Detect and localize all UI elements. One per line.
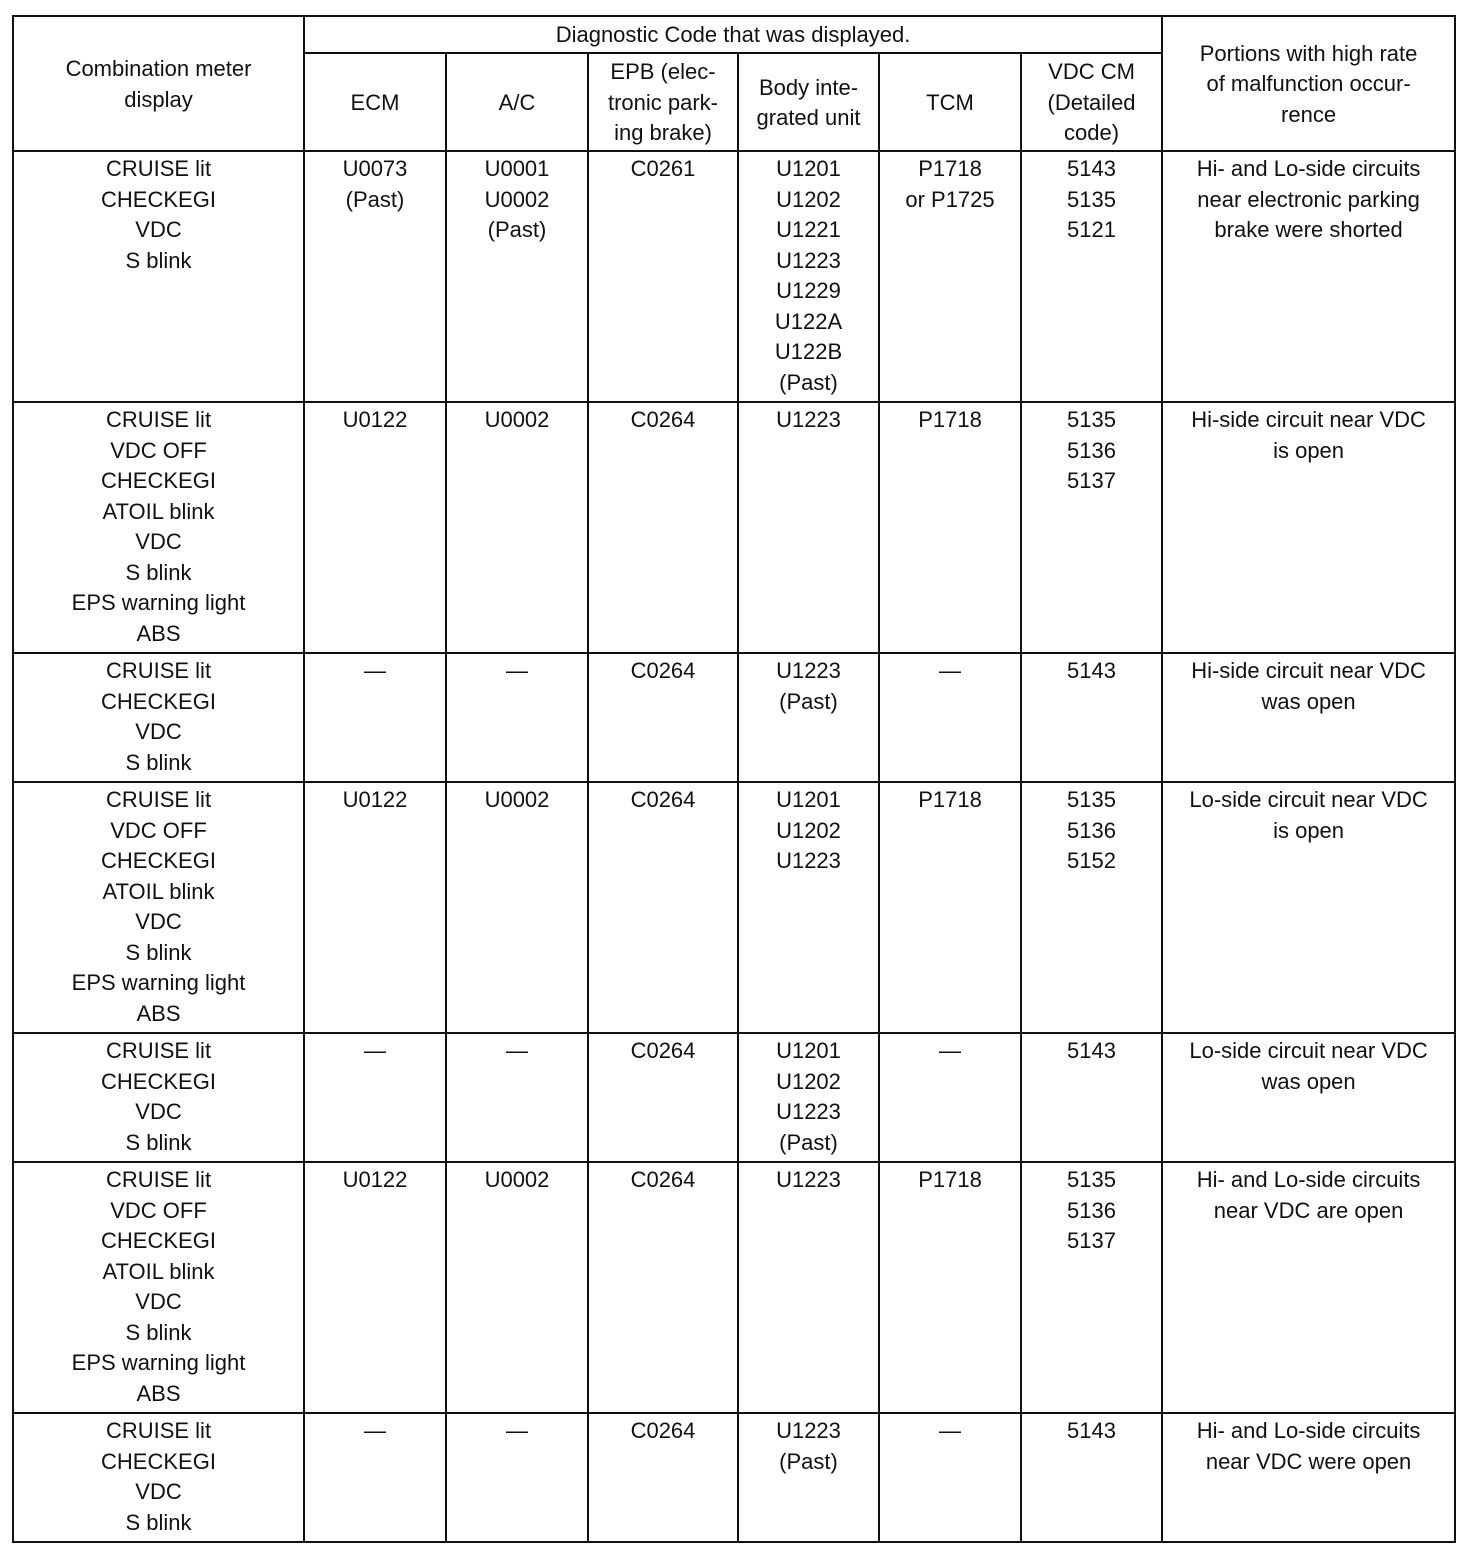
- header-combination-meter-display: Combination meter display: [13, 16, 304, 151]
- table-row: [13, 1033, 1455, 1162]
- cell-tcm: P1718: [879, 1162, 1021, 1413]
- table-row: [13, 1413, 1455, 1542]
- table-row: [13, 782, 1455, 1033]
- cell-epb: C0264: [588, 1033, 738, 1162]
- cell-ecm: U0122: [304, 782, 446, 1033]
- cell-portion: Hi-side circuit near VDC was open: [1162, 653, 1455, 782]
- cell-portion: Hi- and Lo-side circuits near VDC are open: [1162, 1162, 1455, 1413]
- cell-ecm: U0122: [304, 1162, 446, 1413]
- header-ecm: ECM: [304, 53, 446, 151]
- table-row: [13, 653, 1455, 782]
- cell-ac: —: [446, 1033, 588, 1162]
- cell-ecm: U0073 (Past): [304, 151, 446, 402]
- cell-display: CRUISE lit VDC OFF CHECKEGI ATOIL blink VDC S blink EPS warning light ABS: [13, 402, 304, 653]
- cell-portion: Hi-side circuit near VDC is open: [1162, 402, 1455, 653]
- cell-body: U1201 U1202 U1221 U1223 U1229 U122A U122B (Past): [738, 151, 879, 402]
- cell-ecm: —: [304, 1413, 446, 1542]
- cell-vdc: 5143: [1021, 653, 1162, 782]
- cell-vdc: 5135 5136 5152: [1021, 782, 1162, 1033]
- cell-tcm: P1718: [879, 782, 1021, 1033]
- cell-ecm: U0122: [304, 402, 446, 653]
- cell-portion: Lo-side circuit near VDC is open: [1162, 782, 1455, 1033]
- cell-ac: —: [446, 1413, 588, 1542]
- cell-ac: —: [446, 653, 588, 782]
- header-ac: A/C: [446, 53, 588, 151]
- cell-tcm: P1718: [879, 402, 1021, 653]
- cell-epb: C0264: [588, 782, 738, 1033]
- cell-body: U1201 U1202 U1223 (Past): [738, 1033, 879, 1162]
- header-vdc-cm: VDC CM (Detailed code): [1021, 53, 1162, 151]
- header-portions-high-rate: Portions with high rate of malfunction occur- rence: [1162, 16, 1455, 151]
- cell-tcm: —: [879, 653, 1021, 782]
- cell-display: CRUISE lit CHECKEGI VDC S blink: [13, 1033, 304, 1162]
- cell-display: CRUISE lit VDC OFF CHECKEGI ATOIL blink VDC S blink EPS warning light ABS: [13, 782, 304, 1033]
- table-row: [13, 151, 1455, 402]
- cell-epb: C0264: [588, 653, 738, 782]
- cell-display: CRUISE lit CHECKEGI VDC S blink: [13, 1413, 304, 1542]
- cell-ecm: —: [304, 653, 446, 782]
- cell-epb: C0264: [588, 1413, 738, 1542]
- cell-body: U1223 (Past): [738, 653, 879, 782]
- cell-display: CRUISE lit CHECKEGI VDC S blink: [13, 151, 304, 402]
- cell-portion: Hi- and Lo-side circuits near VDC were open: [1162, 1413, 1455, 1542]
- cell-ac: U0002: [446, 782, 588, 1033]
- diagnostic-code-table: [12, 15, 1456, 1543]
- cell-tcm: —: [879, 1033, 1021, 1162]
- cell-vdc: 5135 5136 5137: [1021, 1162, 1162, 1413]
- cell-epb: C0264: [588, 1162, 738, 1413]
- table-row: [13, 402, 1455, 653]
- header-tcm: TCM: [879, 53, 1021, 151]
- header-body-integrated-unit: Body inte- grated unit: [738, 53, 879, 151]
- cell-epb: C0264: [588, 402, 738, 653]
- cell-body: U1223 (Past): [738, 1413, 879, 1542]
- cell-display: CRUISE lit CHECKEGI VDC S blink: [13, 653, 304, 782]
- header-epb: EPB (elec- tronic park- ing brake): [588, 53, 738, 151]
- cell-portion: Hi- and Lo-side circuits near electronic parking brake were shorted: [1162, 151, 1455, 402]
- cell-vdc: 5143: [1021, 1413, 1162, 1542]
- cell-tcm: P1718 or P1725: [879, 151, 1021, 402]
- cell-ecm: —: [304, 1033, 446, 1162]
- cell-body: U1201 U1202 U1223: [738, 782, 879, 1033]
- cell-ac: U0002: [446, 402, 588, 653]
- cell-display: CRUISE lit VDC OFF CHECKEGI ATOIL blink VDC S blink EPS warning light ABS: [13, 1162, 304, 1413]
- header-diagnostic-code-group: Diagnostic Code that was displayed.: [304, 16, 1162, 53]
- cell-epb: C0261: [588, 151, 738, 402]
- cell-vdc: 5143: [1021, 1033, 1162, 1162]
- cell-vdc: 5143 5135 5121: [1021, 151, 1162, 402]
- cell-ac: U0002: [446, 1162, 588, 1413]
- table-row: [13, 1162, 1455, 1413]
- cell-vdc: 5135 5136 5137: [1021, 402, 1162, 653]
- cell-body: U1223: [738, 402, 879, 653]
- cell-ac: U0001 U0002 (Past): [446, 151, 588, 402]
- cell-tcm: —: [879, 1413, 1021, 1542]
- cell-body: U1223: [738, 1162, 879, 1413]
- cell-portion: Lo-side circuit near VDC was open: [1162, 1033, 1455, 1162]
